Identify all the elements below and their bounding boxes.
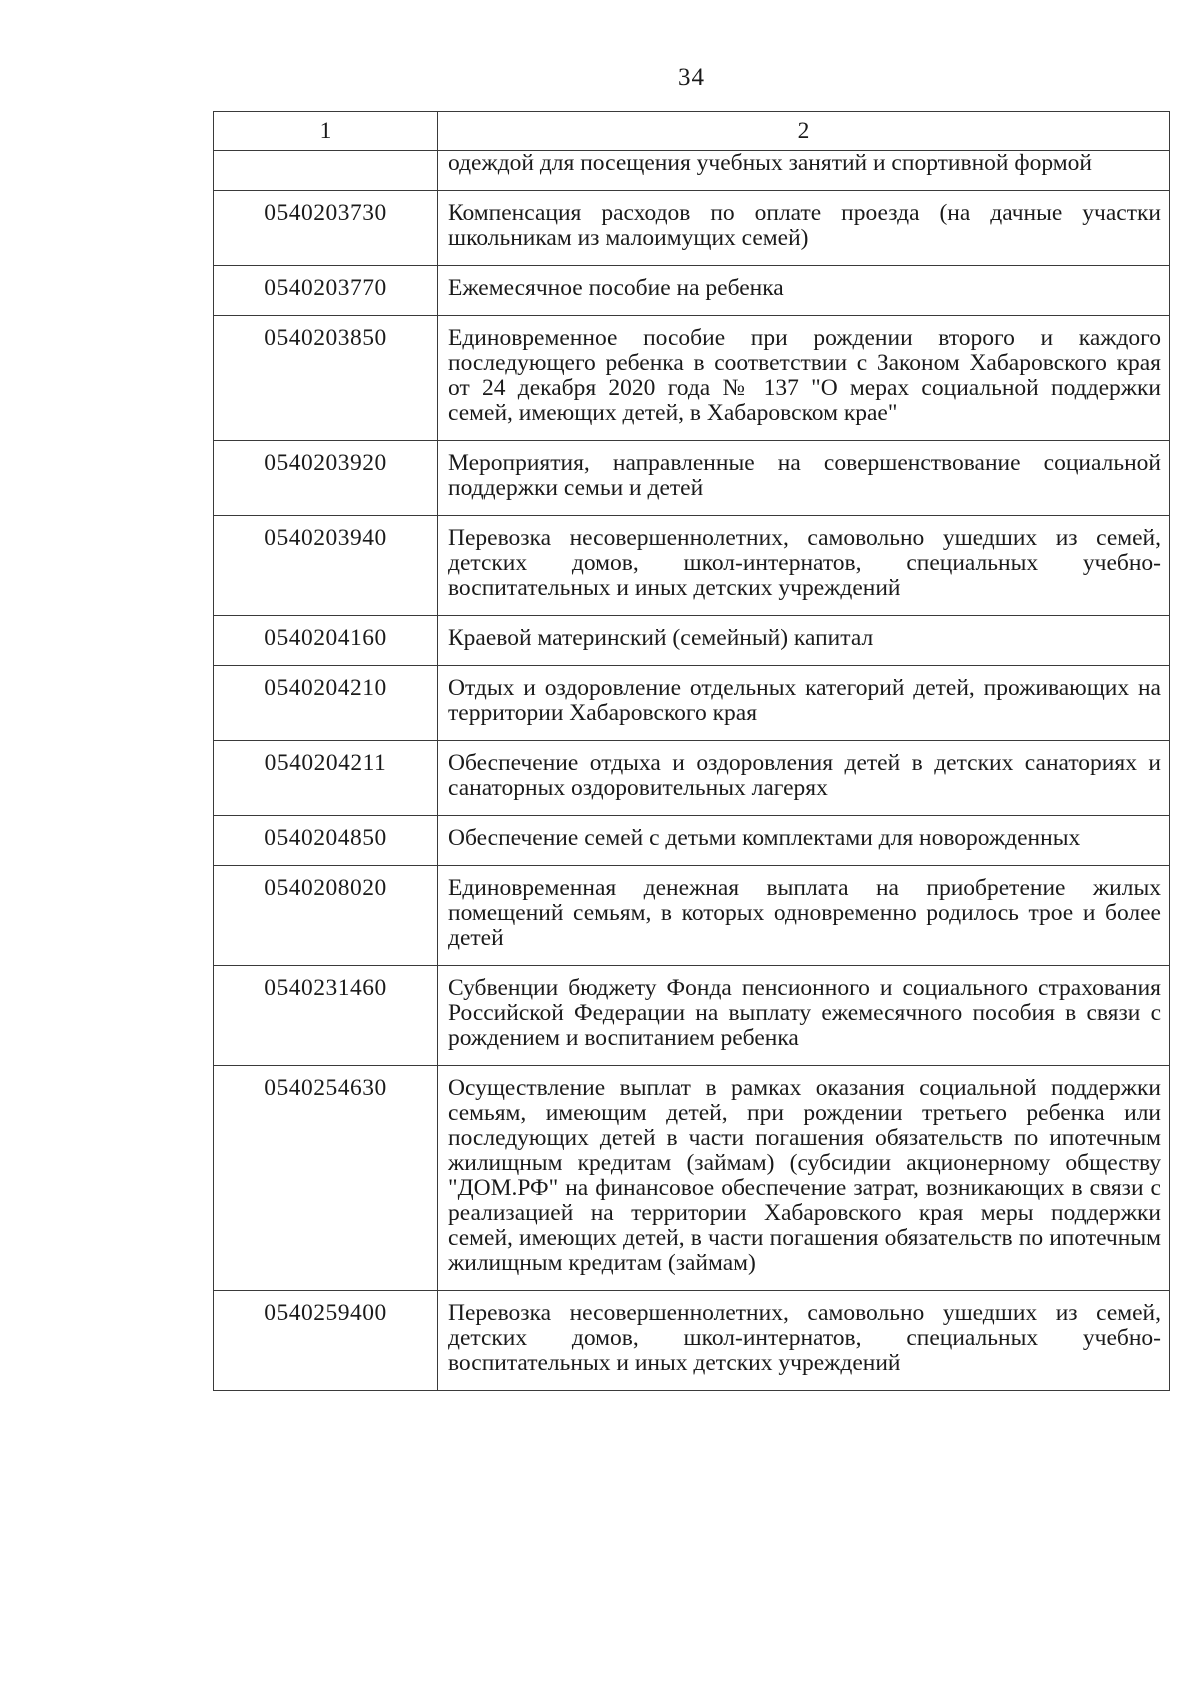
table-cell-code [214, 151, 438, 191]
table-cell-code: 0540203920 [214, 441, 438, 516]
table-cell-code: 0540203770 [214, 266, 438, 316]
table-cell-name: Перевозка несовершеннолетних, самовольно ушедших из семей, детских домов, школ-интернатов, специальных учебно-воспитательных и иных детских учреждений [438, 1291, 1170, 1391]
table-cell-code: 0540259400 [214, 1291, 438, 1391]
table-header-row [214, 112, 1170, 151]
table-row [214, 816, 1170, 866]
table-row [214, 191, 1170, 266]
table-cell-code: 0540231460 [214, 966, 438, 1066]
table-cell-name: Субвенции бюджету Фонда пенсионного и социального страхования Российской Федерации на выплату ежемесячного пособия в связи с рождением и воспитанием ребенка [438, 966, 1170, 1066]
table-cell-name: Краевой материнский (семейный) капитал [438, 616, 1170, 666]
column-header-code: 1 [214, 112, 438, 151]
table-row [214, 666, 1170, 741]
table-cell-name: Отдых и оздоровление отдельных категорий детей, проживающих на территории Хабаровского края [438, 666, 1170, 741]
table-cell-code: 0540204160 [214, 616, 438, 666]
table-cell-code: 0540203850 [214, 316, 438, 441]
table-row [214, 741, 1170, 816]
table-cell-code: 0540203940 [214, 516, 438, 616]
table-cell-code: 0540204210 [214, 666, 438, 741]
table-cell-name: Обеспечение семей с детьми комплектами для новорожденных [438, 816, 1170, 866]
table-cell-code: 0540204211 [214, 741, 438, 816]
table-cell-name: одеждой для посещения учебных занятий и спортивной формой [438, 151, 1170, 191]
table-cell-code: 0540208020 [214, 866, 438, 966]
table-row [214, 1066, 1170, 1291]
budget-classification-table [213, 111, 1170, 1391]
table-cell-name: Единовременное пособие при рождении второго и каждого последующего ребенка в соответствии с Законом Хабаровского края от 24 декабря 2020 года № 137 "О мерах социальной поддержки семей, имеющих детей, в Хабаровском крае" [438, 316, 1170, 441]
table-cell-name: Осуществление выплат в рамках оказания социальной поддержки семьям, имеющим детей, при рождении третьего ребенка или последующих детей в части погашения обязательств по ипотечным жилищным кредитам (займам) (субсидии акционерному обществу "ДОМ.РФ" на финансовое обеспечение затрат, возникающих в связи с реализацией на территории Хабаровского края меры поддержки семей, имеющих детей, в части погашения обязательств по ипотечным жилищным кредитам (займам) [438, 1066, 1170, 1291]
table-row [214, 266, 1170, 316]
column-header-name: 2 [438, 112, 1170, 151]
table-cell-code: 0540203730 [214, 191, 438, 266]
table-cell-name: Компенсация расходов по оплате проезда (на дачные участки школьникам из малоимущих семей) [438, 191, 1170, 266]
page-number: 34 [678, 64, 705, 91]
table-row [214, 1291, 1170, 1391]
table-cell-name: Ежемесячное пособие на ребенка [438, 266, 1170, 316]
table-cell-name: Единовременная денежная выплата на приобретение жилых помещений семьям, в которых одновременно родилось трое и более детей [438, 866, 1170, 966]
table-cell-name: Обеспечение отдыха и оздоровления детей в детских санаториях и санаторных оздоровительных лагерях [438, 741, 1170, 816]
table-row [214, 441, 1170, 516]
table-cell-name: Перевозка несовершеннолетних, самовольно ушедших из семей, детских домов, школ-интернатов, специальных учебно-воспитательных и иных детских учреждений [438, 516, 1170, 616]
table-row [214, 516, 1170, 616]
table-row [214, 966, 1170, 1066]
table-row [214, 616, 1170, 666]
table-row [214, 866, 1170, 966]
table-cell-code: 0540254630 [214, 1066, 438, 1291]
table-row-continuation [214, 151, 1170, 191]
table-row [214, 316, 1170, 441]
table-cell-code: 0540204850 [214, 816, 438, 866]
table-cell-name: Мероприятия, направленные на совершенствование социальной поддержки семьи и детей [438, 441, 1170, 516]
